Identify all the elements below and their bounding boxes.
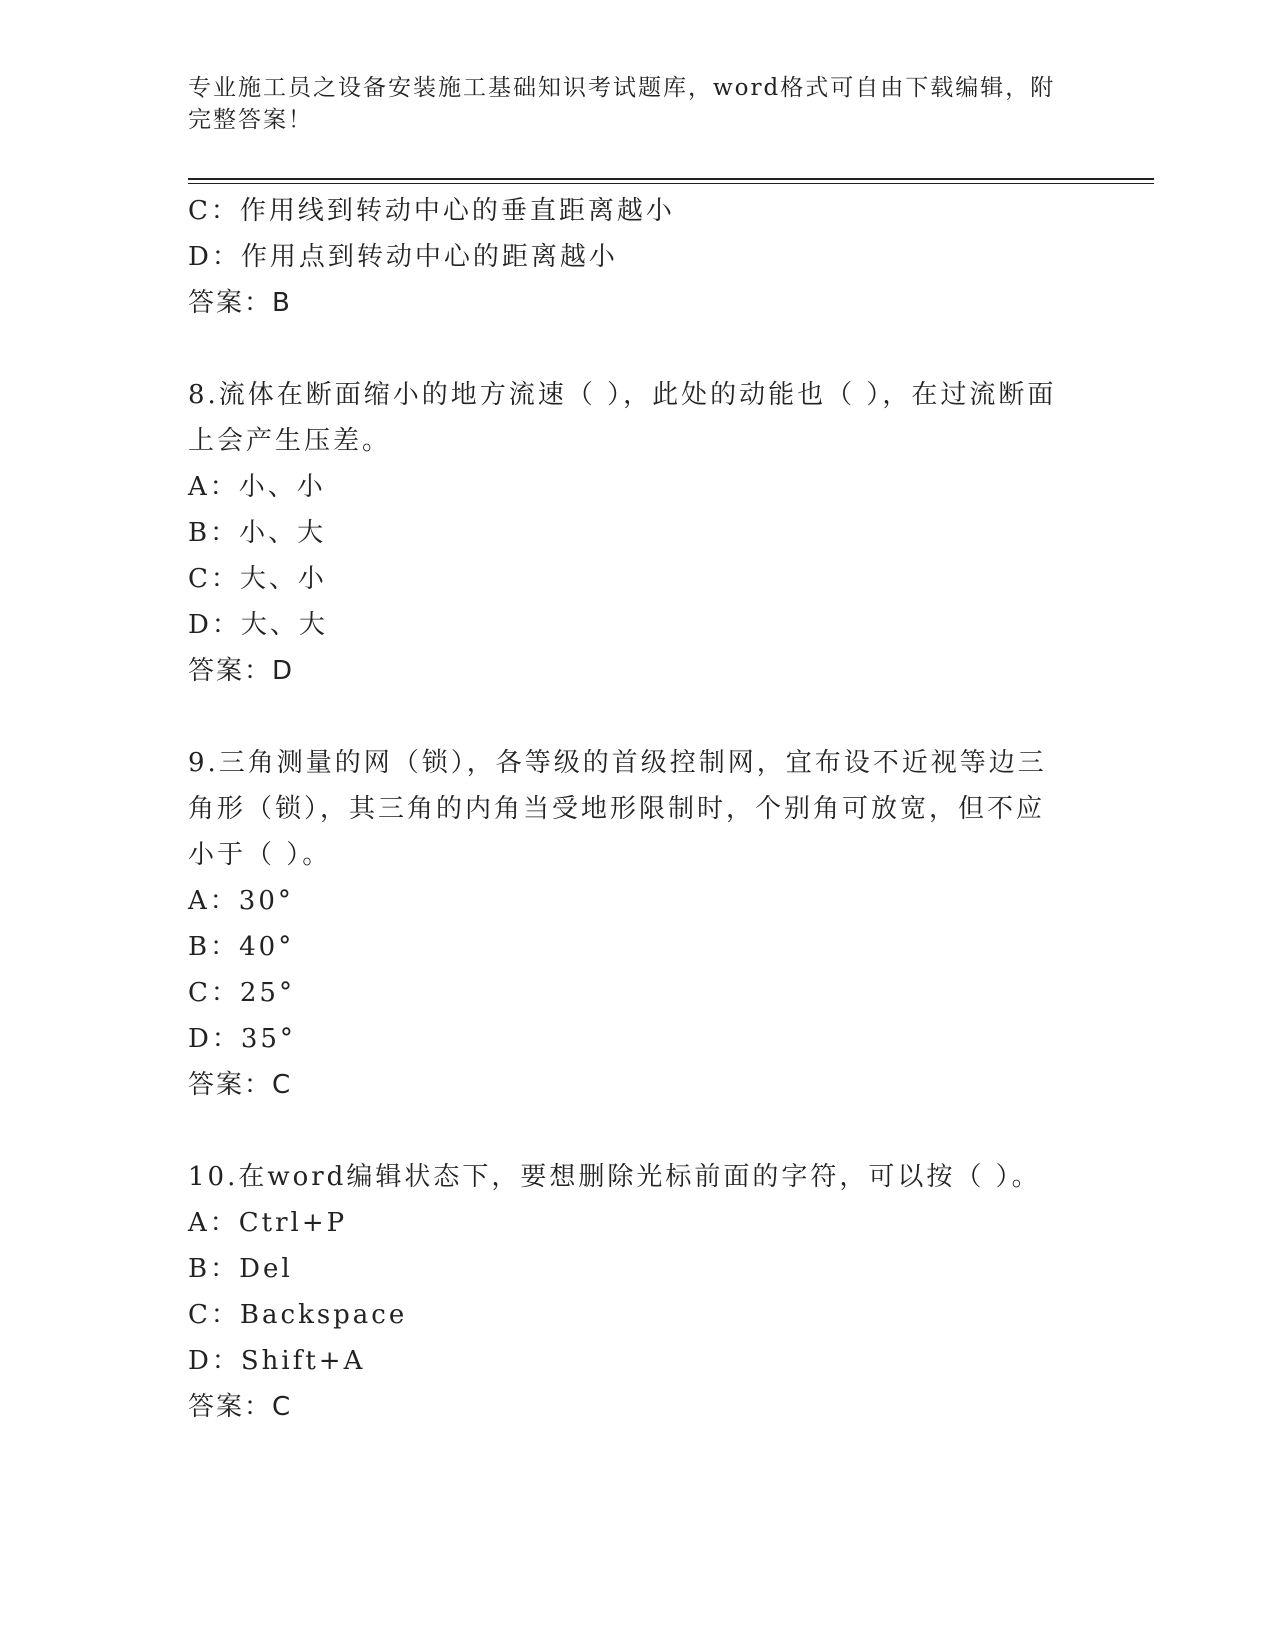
option-c: C：大、小 [188, 564, 327, 594]
header-rule-thick [188, 178, 1154, 180]
option-c: C：作用线到转动中心的垂直距离越小 [188, 196, 675, 226]
question-9 [188, 740, 1068, 1108]
option-d: D：35° [188, 1024, 296, 1054]
option-d: D：Shift+A [188, 1346, 366, 1376]
option-d: D：作用点到转动中心的距离越小 [188, 242, 618, 272]
header-rule-thin [188, 183, 1154, 184]
option-a: A：小、小 [188, 472, 326, 502]
option-b: B：小、大 [188, 518, 327, 548]
spacer [188, 694, 1068, 740]
option-b: B：40° [188, 932, 295, 962]
question-stem: 10.在word编辑状态下，要想删除光标前面的字符，可以按（ ）。 [188, 1162, 1041, 1192]
option-c: C：Backspace [188, 1300, 408, 1330]
question-10 [188, 1154, 1068, 1430]
spacer [188, 1108, 1068, 1154]
document-header: 专业施工员之设备安装施工基础知识考试题库，word格式可自由下载编辑，附完整答案！ [188, 75, 1056, 133]
answer-line: 答案：D [188, 656, 295, 686]
option-c: C：25° [188, 978, 295, 1008]
question-7-continuation [188, 188, 1068, 326]
answer-line: 答案：C [188, 1070, 293, 1100]
question-content [188, 188, 1068, 1430]
question-stem: 9.三角测量的网（锁），各等级的首级控制网，宜布设不近视等边三角形（锁），其三角的内角当受地形限制时，个别角可放宽，但不应小于（ ）。 [188, 748, 1047, 870]
spacer [188, 326, 1068, 372]
answer-line: 答案：C [188, 1392, 293, 1422]
option-b: B：Del [188, 1254, 293, 1284]
question-8 [188, 372, 1068, 694]
option-a: A：Ctrl+P [188, 1208, 348, 1238]
option-a: A：30° [188, 886, 294, 916]
question-stem: 8.流体在断面缩小的地方流速（ ），此处的动能也（ ），在过流断面上会产生压差。 [188, 380, 1057, 456]
answer-line: 答案：B [188, 288, 292, 318]
option-d: D：大、大 [188, 610, 328, 640]
